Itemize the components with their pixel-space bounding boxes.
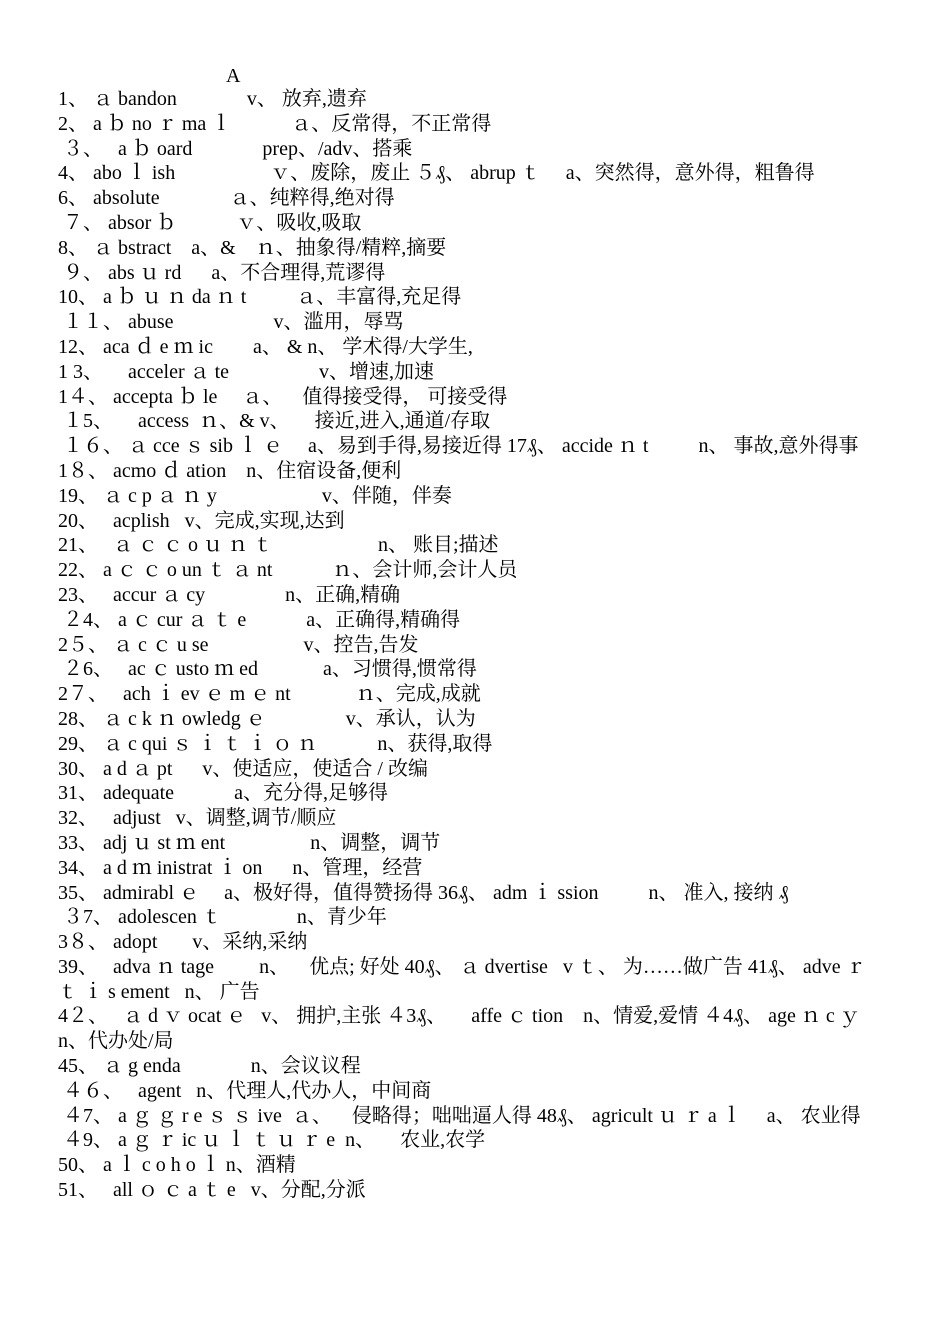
vocabulary-entry: 50、 a ｌ c o h o ｌ n、酒精 (58, 1154, 296, 1177)
vocabulary-entry: 2７、 ach ｉ ev ｅ m ｅ nt ｎ、完成,成就 (58, 683, 481, 706)
vocabulary-entry: 1、 ａ bandon v、 放弃,遗弃 (58, 88, 367, 110)
vocabulary-entry: 33、 adj ｕ st ｍ ent n、调整，调节 (58, 831, 441, 854)
vocabulary-entry: 35、 admirabl ｅ a、极好得，值得赞扬得 36₰、 adm ｉ ssion n、 准入, 接纳 ₰ (58, 881, 789, 904)
vocabulary-entry: 39、 adva ｎ tage n、 优点; 好处 40₰、 ａ dvertise v ｔ、 为……做广告 41₰、 adve ｒ ｔ ｉ s ement n、 广告 (58, 955, 871, 1003)
vocabulary-entry: 2、 a ｂ no ｒ ma ｌ ａ、反常得，不正常得 (58, 112, 492, 135)
vocabulary-entry: １６、 ａ cce ｓ sib ｌ ｅ a、易到手得,易接近得 17₰、 accide ｎ t n、 事故,意外得事 (58, 435, 859, 458)
vocabulary-entry: ２6、 ac ｃ usto ｍ ed a、习惯得,惯常得 (58, 658, 477, 681)
vocabulary-entry: 4、 abo ｌ ish ｖ、废除，废止 ５₰、 abrup ｔ a、突然得，意外得，粗鲁得 (58, 162, 815, 185)
vocabulary-entry: 12、 aca ｄ e ｍ ic a、 & n、 学术得/大学生, (58, 335, 473, 358)
vocabulary-entry: ４６、 agent n、代理人,代办人，中间商 (58, 1079, 432, 1102)
vocabulary-entry: ２4、 a ｃ cur ａ ｔ e a、正确得,精确得 (58, 608, 461, 631)
vocabulary-entry: 31、 adequate a、充分得,足够得 (58, 782, 388, 805)
vocabulary-entry: ３、 a ｂ oard prep、/adv、搭乘 (58, 137, 413, 160)
vocabulary-entry: 3８、 adopt v、采纳,采纳 (58, 931, 308, 954)
vocabulary-list (58, 87, 910, 1203)
vocabulary-entry: 51、 all ｏ ｃ a ｔ e v、分配,分派 (58, 1179, 366, 1202)
vocabulary-entry: ４7、 a ｇ ｇ r e ｓ ｓ ive ａ、 侵略得；咄咄逼人得 48₰、 agricult ｕ ｒ a ｌ a、 农业得 (58, 1104, 861, 1127)
vocabulary-entry: 22、 a ｃ ｃ o un ｔ ａ nt ｎ、会计师,会计人员 (58, 559, 518, 582)
section-heading: A (226, 65, 241, 87)
vocabulary-entry: ３7、 adolescen ｔ n、青少年 (58, 906, 387, 929)
vocabulary-entry: ４9、 a ｇ ｒ ic ｕ ｌ ｔ ｕ ｒ e n、 农业,农学 (58, 1129, 486, 1152)
vocabulary-entry: ９、 abs ｕ rd a、不合理得,荒谬得 (58, 261, 386, 284)
vocabulary-entry: 32、 adjust v、调整,调节/顺应 (58, 807, 337, 830)
vocabulary-entry: 2５、 ａ c ｃ u se v、控告,告发 (58, 633, 419, 656)
vocabulary-entry: 30、 a d ａ pt v、使适应，使适合 / 改编 (58, 757, 428, 780)
vocabulary-entry: 19、 ａ c p ａ ｎ y v、伴随，伴奏 (58, 484, 452, 507)
vocabulary-entry: 34、 a d ｍ inistrat ｉ on n、管理，经营 (58, 856, 423, 879)
vocabulary-entry: １5、 access ｎ、& v、 接近,进入,通道/存取 (58, 410, 491, 433)
vocabulary-entry: 4２、 ａ d ｖ ocat ｅ v、 拥护,主张 ４3₰、 affe ｃ tion n、情爱,爱情 ４4₰、 age ｎ c ｙ n、代办处/局 (58, 1005, 910, 1053)
vocabulary-entry: 1４、 accepta ｂ le ａ、 值得接受得， 可接受得 (58, 385, 508, 408)
vocabulary-entry: 20、 acplish v、完成,实现,达到 (58, 509, 345, 532)
vocabulary-entry: 28、 ａ c k ｎ owledg ｅ v、承认，认为 (58, 707, 476, 730)
vocabulary-entry: 1 3、 acceler ａ te v、增速,加速 (58, 360, 435, 383)
vocabulary-entry: 1８、 acmo ｄ ation n、住宿设备,便利 (58, 459, 402, 482)
vocabulary-entry: 45、 ａ g enda n、会议议程 (58, 1055, 361, 1078)
vocabulary-entry: 8、 ａ bstract a、& ｎ、抽象得/精粹,摘要 (58, 236, 447, 259)
vocabulary-entry: ７、 absor ｂ ｖ、吸收,吸取 (58, 211, 362, 234)
vocabulary-entry: 21、 ａ ｃ ｃ o ｕ ｎ ｔ n、 账目;描述 (58, 534, 499, 557)
vocabulary-entry: １１、 abuse v、滥用，辱骂 (58, 311, 404, 334)
vocabulary-entry: 10、 a ｂ ｕ ｎ da ｎ t ａ、丰富得,充足得 (58, 286, 462, 309)
vocabulary-entry: 29、 ａ c qui ｓ ｉ ｔ ｉ ｏ ｎ n、获得,取得 (58, 732, 493, 755)
vocabulary-entry: 23、 accur ａ cy n、正确,精确 (58, 583, 401, 606)
vocabulary-entry: 6、 absolute ａ、纯粹得,绝对得 (58, 187, 395, 210)
